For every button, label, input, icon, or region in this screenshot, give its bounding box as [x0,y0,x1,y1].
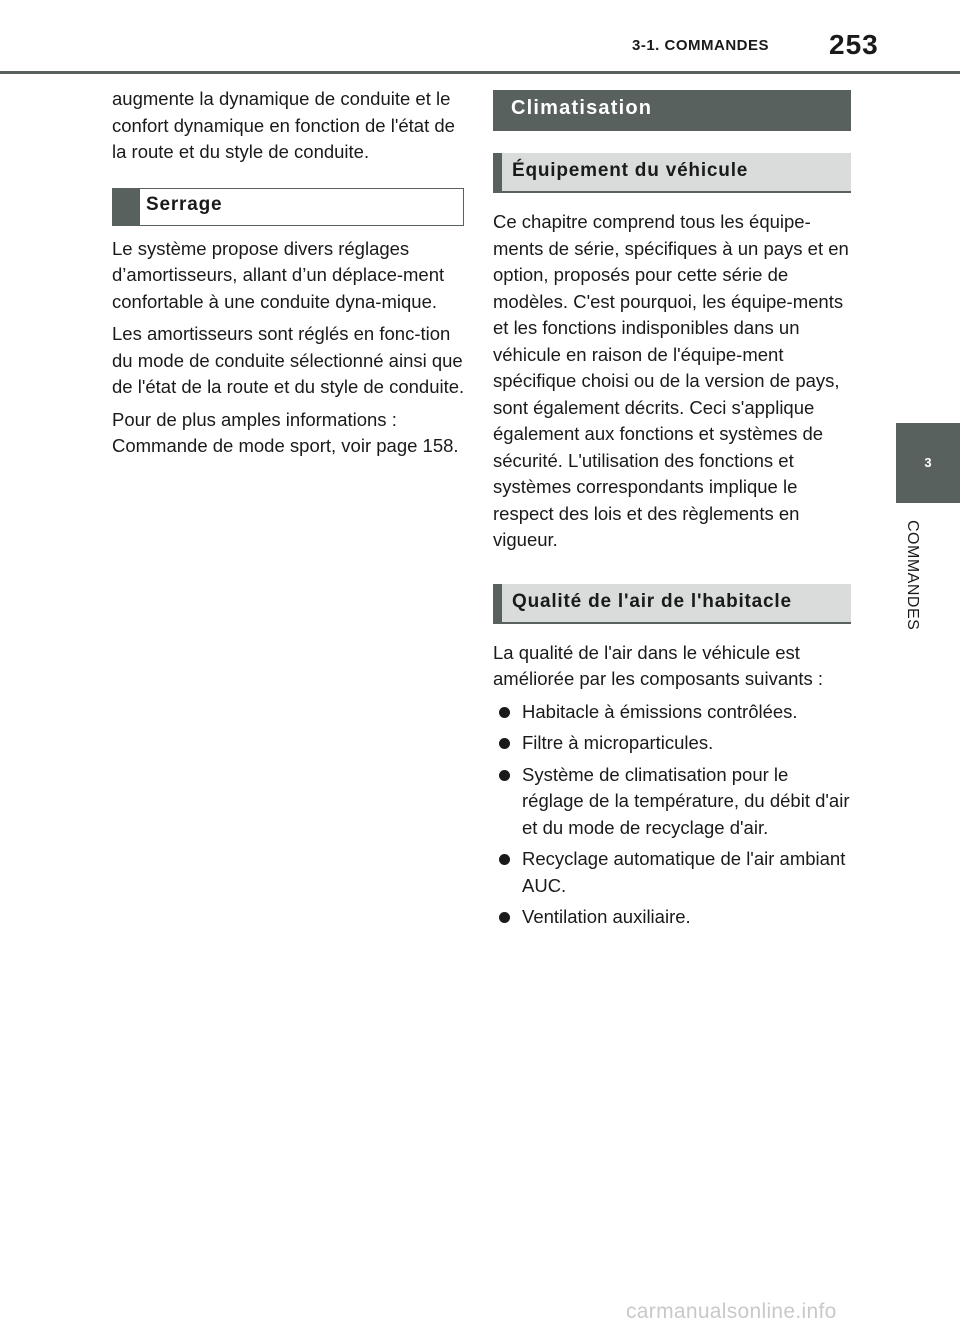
air-quality-list [493,699,853,931]
air-quality-heading [493,584,851,624]
serrage-paragraph-2: Les amortisseurs sont réglés en fonc-tion du mode de conduite sélectionné ainsi que de l'état de la route et du style de conduite. [112,323,465,397]
section-title: 3-1. COMMANDES [632,37,770,54]
heading-bar [493,153,502,191]
list-item: Ventilation auxiliaire. [493,904,853,931]
bullet-icon [499,738,510,749]
air-quality-heading-text: Qualité de l'air de l'habitacle [512,590,792,612]
serrage-heading-text: Serrage [146,193,223,215]
left-column [112,86,472,466]
heading-bar [493,584,502,622]
equipment-paragraph: Ce chapitre comprend tous les équipe-ments de série, spécifiques à un pays et en option, proposés pour cette série de modèles. C'est pourquoi, les équipe-ments et les fonctions indisponibles dans un véhicule en raison de l'équipe-ment spécifique choisi ou de la version de pays, sont également décrits. Ceci s'applique également aux fonctions et systèmes de sécurité. L'utilisation des fonctions et systèmes correspondants implique le respect des lois et des règlements en vigueur. [493,211,849,550]
bullet-icon [499,707,510,718]
list-item: Recyclage automatique de l'air ambiant AUC. [493,846,853,899]
bullet-icon [499,770,510,781]
intro-paragraph: augmente la dynamique de conduite et le confort dynamique en fonction de l'état de la route et du style de conduite. [112,88,455,162]
air-quality-intro: La qualité de l'air dans le véhicule est améliorée par les composants suivants : [493,641,824,689]
serrage-heading [112,188,464,226]
list-item: Habitacle à émissions contrôlées. [493,699,853,726]
heading-bar [113,189,140,225]
page-number: 253 [829,29,879,60]
list-item: Système de climatisation pour le réglage de la température, du débit d'air et du mode de recyclage d'air. [493,762,853,842]
list-item: Filtre à microparticules. [493,730,853,757]
bullet-icon [499,854,510,865]
chapter-label: COMMANDES [904,520,921,631]
equipment-heading [493,153,851,193]
bullet-icon [499,912,510,923]
serrage-paragraph-1: Le système propose divers réglages d’amortisseurs, allant d’un déplace-ment confortable à une conduite dyna-mique. [112,237,445,312]
equipment-heading-text: Équipement du véhicule [512,160,749,181]
right-column [493,90,853,936]
watermark: carmanualsonline.info [626,1300,837,1323]
serrage-paragraph-3: Pour de plus amples informations : Commande de mode sport, voir page 158. [112,408,459,456]
header-divider [0,71,960,74]
chapter-tab: 3 [896,423,960,503]
climatisation-heading: Climatisation [493,90,851,131]
